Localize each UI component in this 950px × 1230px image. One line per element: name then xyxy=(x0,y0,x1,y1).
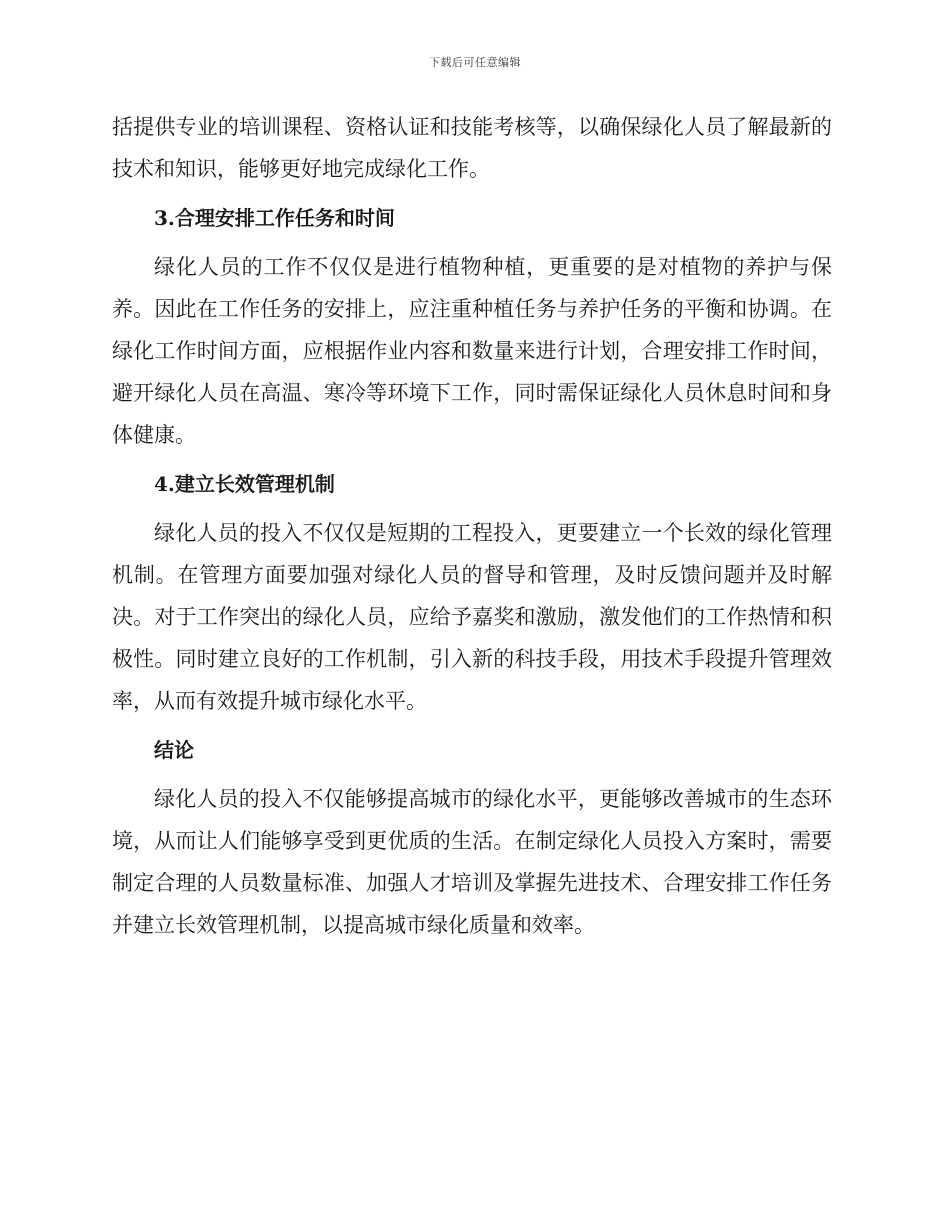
heading-long-term-mechanism: 4.建立长效管理机制 xyxy=(154,472,335,496)
paragraph-long-term-mechanism: 绿化人员的投入不仅仅是短期的工程投入，更要建立一个长效的绿化管理机制。在管理方面要加强对绿化人员的督导和管理，及时反馈问题并及时解决。对于工作突出的绿化人员，应给予嘉奖和激励，激发他们的工作热情和积极性。同时建立良好的工作机制，引入新的科技手段，用技术手段提升管理效率，从而有效提升城市绿化水平。 xyxy=(112,521,832,713)
heading-conclusion: 结论 xyxy=(154,738,194,762)
paragraph-training-continued: 括提供专业的培训课程、资格认证和技能考核等，以确保绿化人员了解最新的技术和知识，能够更好地完成绿化工作。 xyxy=(112,115,832,181)
page-header: 下载后可任意编辑 xyxy=(429,56,521,69)
paragraph-conclusion: 绿化人员的投入不仅能够提高城市的绿化水平，更能够改善城市的生态环境，从而让人们能够享受到更优质的生活。在制定绿化人员投入方案时，需要制定合理的人员数量标准、加强人才培训及掌握先进技术、合理安排工作任务并建立长效管理机制，以提高城市绿化质量和效率。 xyxy=(112,787,832,937)
heading-arrange-tasks: 3.合理安排工作任务和时间 xyxy=(154,206,395,230)
document-body xyxy=(112,106,832,946)
paragraph-arrange-tasks: 绿化人员的工作不仅仅是进行植物种植，更重要的是对植物的养护与保养。因此在工作任务的安排上，应注重种植任务与养护任务的平衡和协调。在绿化工作时间方面，应根据作业内容和数量来进行计划，合理安排工作时间，避开绿化人员在高温、寒冷等环境下工作，同时需保证绿化人员休息时间和身体健康。 xyxy=(112,255,832,447)
